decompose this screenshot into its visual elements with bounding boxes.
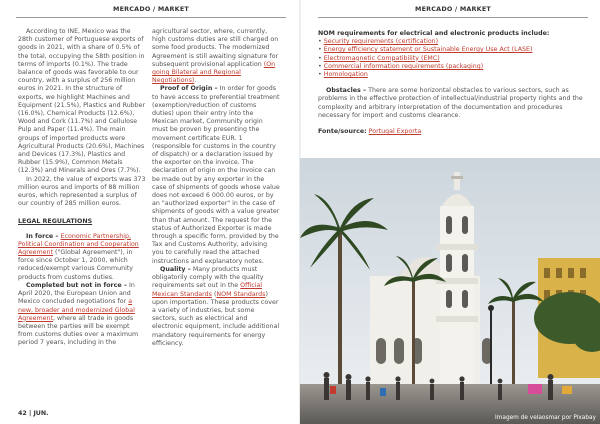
negotiations-link[interactable]: (On going Bilateral and Regional Negotiations) bbox=[152, 60, 276, 85]
obstacles-text: There are some horizontal obstacles to various sectors, such as problems in the effective protection of intellectual/industrial property rights and the complexity and arbitrary interpretation of the documentation and procedures necessary for import and customs clearance. bbox=[318, 87, 583, 119]
list-item: • Homologation bbox=[318, 71, 368, 79]
text-column-1 bbox=[18, 28, 146, 348]
source-line bbox=[318, 128, 584, 136]
homologation-link[interactable]: Homologation bbox=[323, 71, 368, 79]
text-column-2 bbox=[152, 28, 280, 348]
quality-paragraph bbox=[152, 266, 280, 348]
proof-of-origin-label: Proof of Origin – bbox=[160, 85, 218, 93]
agricultural-text: agricultural sector, where, currently, high customs duties are still charged on some food products. The modernized Agreement is still awaiting signature for subsequent provisional application bbox=[152, 28, 279, 68]
cathedral-illustration bbox=[300, 158, 600, 424]
list-item: • Electromagnetic Compatibility (EMC) bbox=[318, 54, 440, 62]
quality-text-pre: Many products must obligatorily comply with the quality requirements set out in the bbox=[152, 265, 264, 290]
completed-paragraph bbox=[18, 282, 146, 348]
obstacles-label: Obstacles – bbox=[326, 87, 367, 95]
quality-label: Quality – bbox=[160, 265, 191, 273]
spacer bbox=[318, 120, 584, 128]
agricultural-paragraph bbox=[152, 28, 280, 85]
global-agreement-link[interactable]: Economic Partnership, Political Coordination and Cooperation Agreement bbox=[18, 232, 139, 257]
in-force-paragraph bbox=[18, 233, 146, 282]
trade-paragraph: According to INE, Mexico was the 28th customer of Portuguese exports of goods in 2021, with a share of 0.5% of the total, occupying the 58th position in terms of imports (0.1%). The trade balance of goods was favorable to our country, with a surplus of 256 million euros in 2021. In the structure of exports, we highlight Machines and Equipment (21.5%), Plastics and Rubber (16.0%), Chemical Products (12.6%), Wood and Cork (11.7%) and Cellulose Pulp and Paper (11.4%). The main groups of imported products were Agricultural Products (20.6%), Machines and Devices (17.3%), Plastics and Rubber (15.9%), Common Metals (12.3%) and Minerals and Ores (7.7%). bbox=[18, 28, 146, 175]
portugal-exporta-link[interactable]: Portugal Exporta bbox=[368, 128, 422, 136]
commercial-information-link[interactable]: Commercial information requirements (packaging) bbox=[323, 62, 484, 70]
paren-open: ( bbox=[213, 290, 217, 298]
list-item: • Commercial information requirements (packaging) bbox=[318, 62, 484, 70]
photo-caption: Imagem de velaosmar por Pixabay bbox=[495, 415, 596, 421]
nom-requirements-heading: NOM requirements for electrical and electronic products include: bbox=[318, 30, 550, 37]
spacer bbox=[318, 79, 584, 87]
running-header-left: MERCADO / MARKET bbox=[16, 5, 286, 18]
energy-efficiency-link[interactable]: Energy efficiency statement or Sustainable Energy Use Act (LASE) bbox=[323, 46, 533, 54]
page-number: 42 | JUN. bbox=[18, 410, 49, 417]
nom-requirements-list bbox=[318, 38, 584, 79]
legal-regulations-heading: LEGAL REGULATIONS bbox=[18, 218, 93, 226]
text-column-3 bbox=[318, 30, 584, 136]
source-label: Fonte/source: bbox=[318, 128, 367, 136]
completed-label: Completed but not in force – bbox=[26, 281, 127, 289]
security-requirements-link[interactable]: Security requirements (certification) bbox=[323, 38, 439, 46]
modernized-agreement-link[interactable]: a new, broader and modernized Global Agreement bbox=[18, 298, 135, 322]
list-item: • Energy efficiency statement or Sustainable Energy Use Act (LASE) bbox=[318, 46, 533, 54]
veracruz-cathedral-photo bbox=[300, 158, 600, 424]
obstacles-paragraph bbox=[318, 87, 584, 120]
completed-text-rest: , where all trade in goods between the parties will be exempt from customs duties over a maximum period 7 years, including in the bbox=[18, 314, 139, 347]
exports-2022-paragraph: In 2022, the value of exports was 373 million euros and imports of 88 million euros, which represented a surplus of our country of 285 million euros. bbox=[18, 175, 146, 208]
in-force-label: In force – bbox=[26, 232, 59, 240]
proof-of-origin-paragraph bbox=[152, 85, 280, 265]
nom-standards-link[interactable]: NOM Standards bbox=[216, 290, 266, 298]
list-item: • Security requirements (certification) bbox=[318, 38, 439, 46]
completed-text-pre: In April 2020, the European Union and Mexico concluded negotiations for bbox=[18, 281, 135, 306]
period: . bbox=[194, 77, 197, 85]
in-force-text: ("Global Agreement"), in force since October 1, 2000, which reduced/exempt various Community products from customs duties. bbox=[18, 249, 134, 281]
emc-link[interactable]: Electromagnetic Compatibility (EMC) bbox=[323, 54, 440, 62]
quality-text-rest: ) upon importation. These products cover a variety of industries, but some sectors, such as electrical and electronic equipment, include additional mandatory requirements for energy efficiency. bbox=[152, 290, 280, 347]
running-header-right: MERCADO / MARKET bbox=[318, 5, 588, 18]
official-mexican-standards-link[interactable]: Official Mexican Standards bbox=[152, 282, 263, 298]
proof-of-origin-text: In order for goods to have access to preferential treatment (exemption/reduction of customs duties) upon their entry into the Mexican market, Community origin must be proven by presenting the movement certificate EUR. 1 (responsible for customs in the country of dispatch) or a declaration issued by the exporter on the invoice. The declaration of origin on the invoice can be made out by any exporter in the case of shipments of goods whose value does not exceed 6 000.00 euros, or by an "authorized exporter" in the case of shipments of goods with a value greater than that amount. The request for the status of Authorized Exporter is made through a specific form, provided by the Tax and Customs Authority, advising you to carefully read the attached instructions and explanatory notes. bbox=[152, 85, 280, 265]
